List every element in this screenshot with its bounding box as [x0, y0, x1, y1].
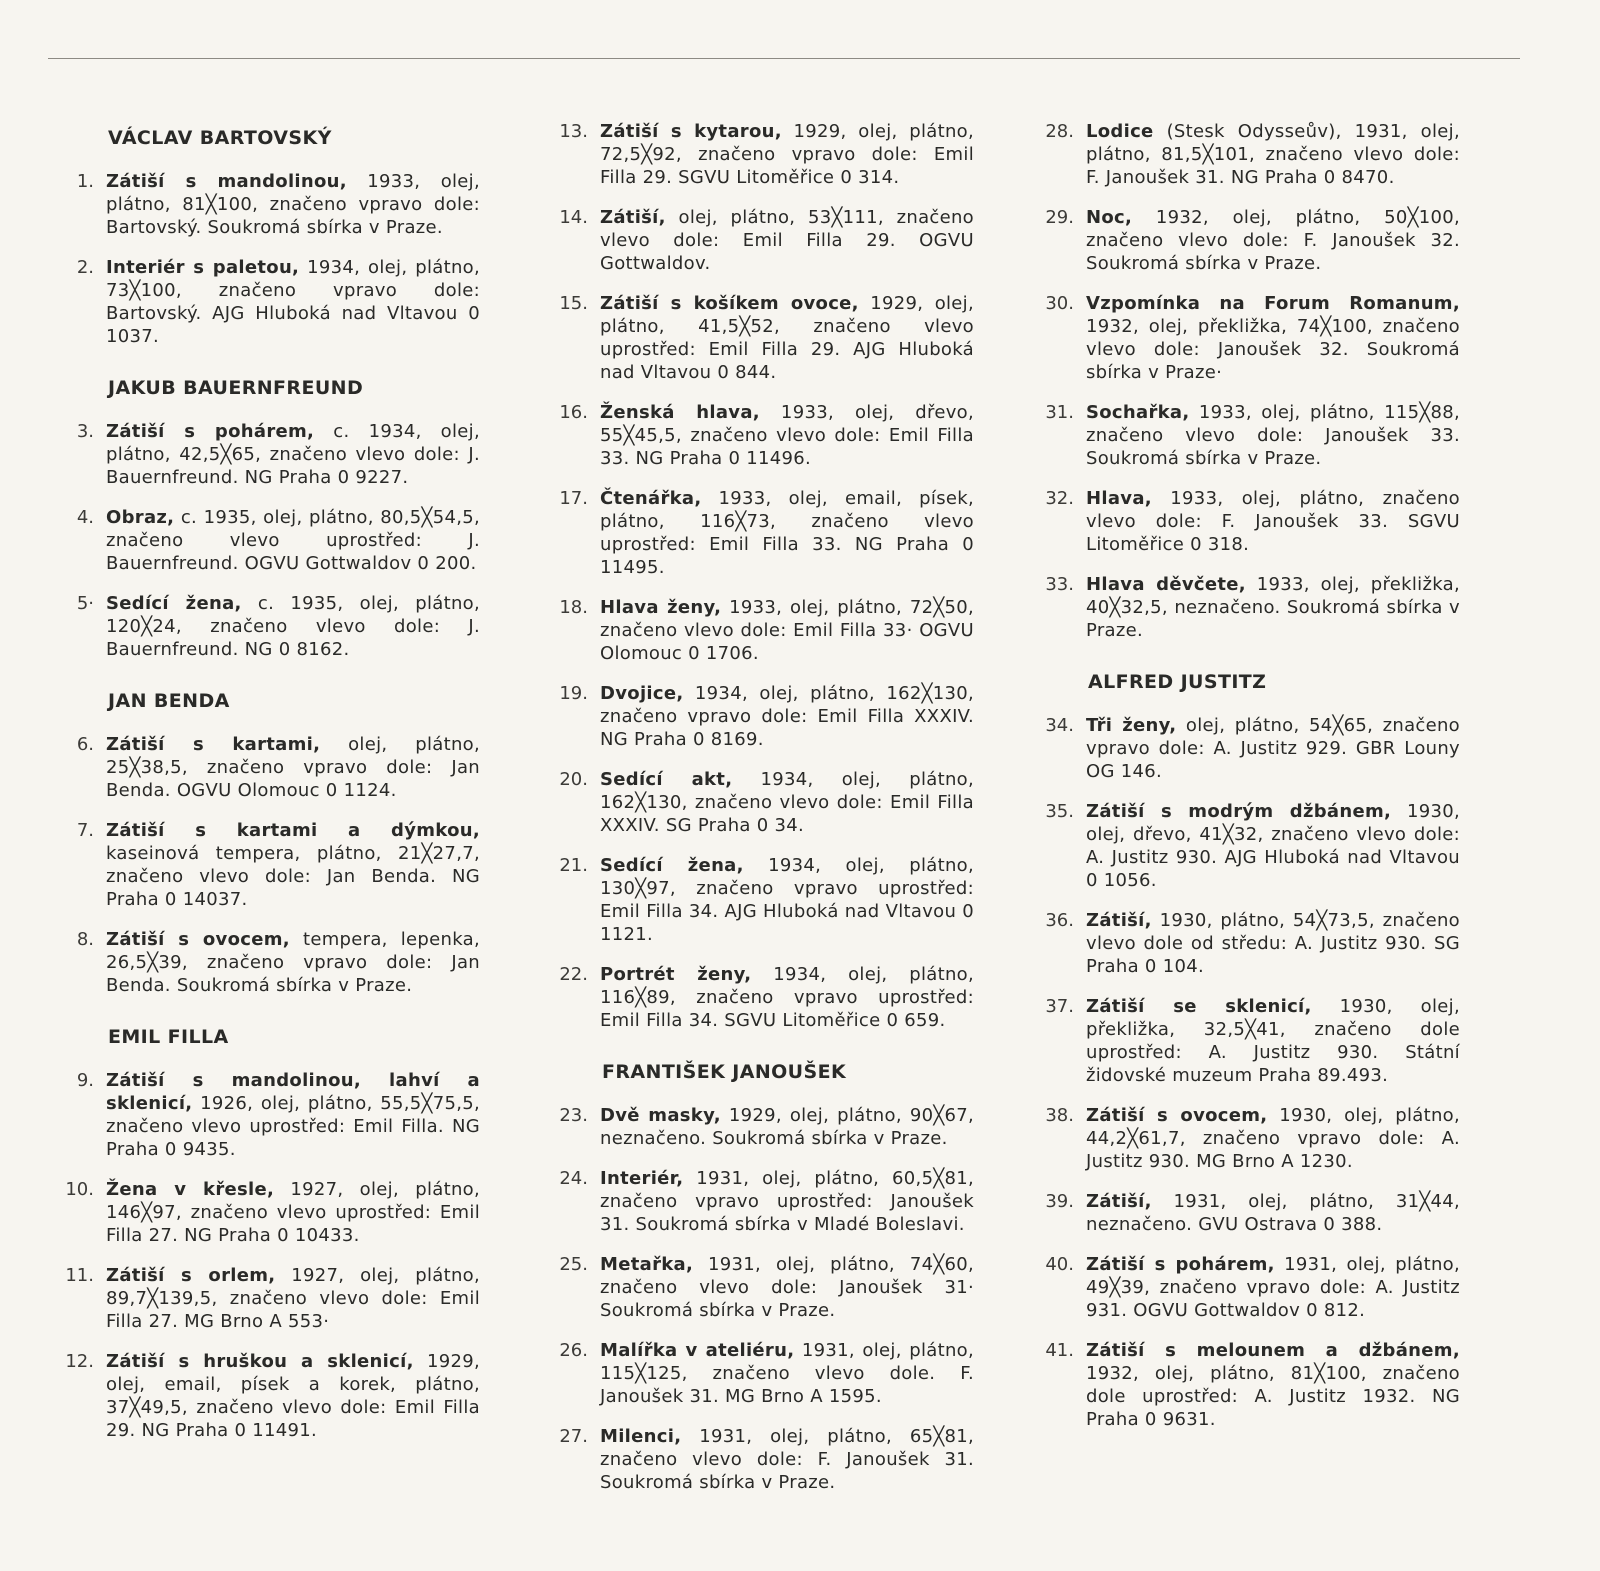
column-2: [554, 120, 974, 1511]
entry-details: olej, plátno, 25╳38,5, značeno vpravo dole: Jan Benda. OGVU Olomouc 0 1124.: [106, 734, 480, 801]
entry-title: Malířka v ateliéru,: [600, 1340, 795, 1361]
entry-number: 40.: [1045, 1254, 1074, 1275]
entry-title: Dvě masky,: [600, 1105, 721, 1126]
entry-details: c. 1935, olej, plátno, 80,5╳54,5, značeno vlevo uprostřed: J. Bauernfreund. OGVU Gottwaldov 0 200.: [106, 507, 480, 574]
catalog-entry: [1040, 487, 1460, 556]
entry-title: Zátiší s kytarou,: [600, 121, 782, 142]
entry-title: Zátiší s hruškou a sklenicí,: [106, 1351, 414, 1372]
entry-title: Zátiší s ovocem,: [1086, 1105, 1268, 1126]
entry-title: Zátiší s ovocem,: [106, 929, 290, 950]
entry-text: [106, 733, 480, 802]
entry-number: 14.: [559, 207, 588, 228]
entry-title: Metařka,: [600, 1254, 694, 1275]
entry-number: 26.: [559, 1340, 588, 1361]
entry-text: [1086, 714, 1460, 783]
entry-details: 1931, olej, plátno, 60,5╳81, značeno vpravo uprostřed: Janoušek 31. Soukromá sbírka v Mladé Boleslavi.: [600, 1168, 974, 1235]
entry-details: 1931, olej, plátno, 31╳44, neznačeno. GVU Ostrava 0 388.: [1086, 1191, 1460, 1235]
heading-bauernfreund: JAKUB BAUERNFREUND: [108, 377, 364, 399]
entry-text: [106, 256, 480, 348]
catalog-entry: [1040, 120, 1460, 189]
entry-number: 19.: [559, 683, 588, 704]
entry-number: 27.: [559, 1426, 588, 1447]
entry-text: [600, 1253, 974, 1322]
entry-number: 8.: [76, 929, 94, 950]
catalog-entry: [1040, 1104, 1460, 1173]
catalog-entry: [1040, 401, 1460, 470]
entry-text: [600, 963, 974, 1032]
top-rule: [48, 58, 1520, 59]
entry-title: Milenci,: [600, 1426, 682, 1447]
entry-number: 37.: [1045, 996, 1074, 1017]
catalog-entry: [554, 1339, 974, 1408]
entry-text: [106, 928, 480, 997]
entry-text: [1086, 1253, 1460, 1322]
entry-text: [600, 596, 974, 665]
entry-title: Lodice: [1086, 121, 1154, 142]
catalog-entry: [554, 292, 974, 384]
entry-text: [1086, 1190, 1460, 1236]
entry-title: Zátiší s mandolinou, lahví a sklenicí,: [106, 1070, 480, 1114]
heading-justitz: ALFRED JUSTITZ: [1088, 671, 1267, 693]
entry-title: Zátiší,: [1086, 910, 1152, 931]
entry-text: [1086, 909, 1460, 978]
entry-number: 31.: [1045, 402, 1074, 423]
entry-details: 1934, olej, plátno, 116╳89, značeno vpravo uprostřed: Emil Filla 34. SGVU Litoměřice 0 659.: [600, 964, 974, 1031]
catalog-entry: [554, 682, 974, 751]
entry-number: 17.: [559, 488, 588, 509]
catalog-entry: [1040, 1253, 1460, 1322]
column-1: [60, 120, 480, 1459]
entry-number: 16.: [559, 402, 588, 423]
entry-number: 24.: [559, 1168, 588, 1189]
catalog-entry: [554, 963, 974, 1032]
entry-number: 21.: [559, 855, 588, 876]
entry-number: 36.: [1045, 910, 1074, 931]
entry-number: 4.: [76, 507, 94, 528]
entry-number: 35.: [1045, 801, 1074, 822]
catalog-entry: [60, 420, 480, 489]
entry-number: 23.: [559, 1105, 588, 1126]
entry-details: c. 1935, olej, plátno, 120╳24, značeno vlevo dole: J. Bauernfreund. NG 0 8162.: [106, 593, 480, 660]
entry-text: [106, 420, 480, 489]
catalog-entry: [60, 928, 480, 997]
entry-text: [600, 1167, 974, 1236]
entry-details: olej, plátno, 54╳65, značeno vpravo dole: A. Justitz 929. GBR Louny OG 146.: [1086, 715, 1460, 782]
catalog-entry: [554, 596, 974, 665]
entry-text: [1086, 120, 1460, 189]
entry-text: [1086, 487, 1460, 556]
catalog-entry: [1040, 1339, 1460, 1431]
catalog-entry: [60, 733, 480, 802]
entry-title: Noc,: [1086, 207, 1133, 228]
entry-title: Zátiší,: [1086, 1191, 1152, 1212]
entry-details: 1933, olej, plátno, 72╳50, značeno vlevo dole: Emil Filla 33· OGVU Olomouc 0 1706.: [600, 597, 974, 664]
catalog-entry: [1040, 206, 1460, 275]
entry-number: 13.: [559, 121, 588, 142]
entry-number: 18.: [559, 597, 588, 618]
entry-text: [106, 170, 480, 239]
entry-title: Hlava ženy,: [600, 597, 722, 618]
entry-details: 1929, olej, plátno, 41,5╳52, značeno vlevo uprostřed: Emil Filla 29. AJG Hluboká nad Vltavou 0 844.: [600, 293, 974, 383]
entry-details: 1932, olej, překližka, 74╳100, značeno vlevo dole: Janoušek 32. Soukromá sbírka v Praze·: [1086, 316, 1460, 383]
entry-text: [600, 682, 974, 751]
entry-details: 1931, olej, plátno, 115╳125, značeno vlevo dole. F. Janoušek 31. MG Brno A 1595.: [600, 1340, 974, 1407]
entry-title: Hlava,: [1086, 488, 1152, 509]
entry-text: [106, 1264, 480, 1333]
entry-number: 5·: [76, 593, 94, 614]
entry-number: 6.: [76, 734, 94, 755]
catalog-entry: [60, 1178, 480, 1247]
entry-text: [1086, 800, 1460, 892]
heading-bartovsky: VÁCLAV BARTOVSKÝ: [108, 127, 332, 149]
entry-details: 1930, olej, dřevo, 41╳32, značeno vlevo dole: A. Justitz 930. AJG Hluboká nad Vltavou 0 1056.: [1086, 801, 1461, 891]
entry-text: [1086, 292, 1460, 384]
catalog-entry: [554, 854, 974, 946]
entry-number: 22.: [559, 964, 588, 985]
entry-title: Sedící akt,: [600, 769, 733, 790]
catalog-entry: [554, 120, 974, 189]
entry-details: 1929, olej, plátno, 90╳67, neznačeno. Soukromá sbírka v Praze.: [600, 1105, 974, 1149]
entry-text: [1086, 1104, 1460, 1173]
entry-details: 1931, olej, plátno, 65╳81, značeno vlevo dole: F. Janoušek 31. Soukromá sbírka v Praze.: [600, 1426, 974, 1493]
entry-number: 11.: [65, 1265, 94, 1286]
entry-number: 33.: [1045, 574, 1074, 595]
entry-details: 1929, olej, plátno, 72,5╳92, značeno vpravo dole: Emil Filla 29. SGVU Litoměřice 0 314.: [600, 121, 974, 188]
catalog-entry: [1040, 800, 1460, 892]
catalog-entry: [554, 1425, 974, 1494]
entry-text: [1086, 1339, 1460, 1431]
entry-title: Sedící žena,: [106, 593, 242, 614]
entry-text: [600, 401, 974, 470]
entry-details: 1929, olej, email, písek a korek, plátno, 37╳49,5, značeno vlevo dole: Emil Filla 29. NG Praha 0 11491.: [106, 1351, 480, 1441]
entry-text: [600, 292, 974, 384]
entry-number: 41.: [1045, 1340, 1074, 1361]
catalog-entry: [554, 206, 974, 275]
entry-number: 20.: [559, 769, 588, 790]
catalog-entry: [60, 1264, 480, 1333]
entry-number: 34.: [1045, 715, 1074, 736]
entry-text: [600, 120, 974, 189]
entry-text: [106, 506, 480, 575]
entry-details: 1933, olej, dřevo, 55╳45,5, značeno vlevo dole: Emil Filla 33. NG Praha 0 11496.: [600, 402, 974, 469]
entry-title: Zátiší s modrým džbánem,: [1086, 801, 1392, 822]
entry-number: 1.: [76, 171, 94, 192]
catalog-entry: [1040, 292, 1460, 384]
catalog-entry: [1040, 714, 1460, 783]
entry-details: 1934, olej, plátno, 73╳100, značeno vpravo dole: Bartovský. AJG Hluboká nad Vltavou 0 1037.: [106, 257, 481, 347]
entry-title: Zátiší s kartami a dýmkou,: [106, 820, 480, 841]
entry-details: 1934, olej, plátno, 162╳130, značeno vlevo dole: Emil Filla XXXIV. SG Praha 0 34.: [600, 769, 974, 836]
catalog-entry: [554, 487, 974, 579]
entry-title: Interiér s paletou,: [106, 257, 300, 278]
heading-benda: JAN BENDA: [108, 690, 230, 712]
entry-text: [106, 1178, 480, 1247]
entry-title: Zátiší,: [600, 207, 666, 228]
entry-title: Sochařka,: [1086, 402, 1190, 423]
entry-text: [600, 854, 974, 946]
entry-title: Hlava děvčete,: [1086, 574, 1246, 595]
column-3: [1040, 120, 1460, 1448]
entry-number: 2.: [76, 257, 94, 278]
entry-details: 1927, olej, plátno, 146╳97, značeno vlevo uprostřed: Emil Filla 27. NG Praha 0 10433.: [106, 1179, 480, 1246]
entry-title: Zátiší s pohárem,: [1086, 1254, 1275, 1275]
entry-title: Čtenářka,: [600, 488, 702, 509]
catalog-entry: [60, 819, 480, 911]
entry-number: 38.: [1045, 1105, 1074, 1126]
entry-number: 15.: [559, 293, 588, 314]
entry-text: [1086, 206, 1460, 275]
entry-number: 32.: [1045, 488, 1074, 509]
entry-title: Žena v křesle,: [106, 1179, 275, 1200]
entry-details: 1930, plátno, 54╳73,5, značeno vlevo dole od středu: A. Justitz 930. SG Praha 0 104.: [1086, 910, 1460, 977]
catalog-entry: [554, 1167, 974, 1236]
entry-text: [600, 768, 974, 837]
entry-details: 1931, olej, plátno, 74╳60, značeno vlevo dole: Janoušek 31· Soukromá sbírka v Praze.: [600, 1254, 974, 1321]
entry-text: [106, 819, 480, 911]
entry-text: [106, 592, 480, 661]
catalog-entry: [554, 1253, 974, 1322]
entry-title: Zátiší s mandolinou,: [106, 171, 347, 192]
heading-filla: EMIL FILLA: [108, 1026, 229, 1048]
catalog-entry: [60, 256, 480, 348]
catalog-entry: [1040, 995, 1460, 1087]
entry-text: [1086, 401, 1460, 470]
entry-details: 1932, olej, plátno, 50╳100, značeno vlevo dole: F. Janoušek 32. Soukromá sbírka v Praze.: [1086, 207, 1460, 274]
entry-number: 3.: [76, 421, 94, 442]
heading-janousek: FRANTIŠEK JANOUŠEK: [602, 1061, 847, 1083]
entry-number: 7.: [76, 820, 94, 841]
entry-details: tempera, lepenka, 26,5╳39, značeno vpravo dole: Jan Benda. Soukromá sbírka v Praze.: [106, 929, 480, 996]
entry-details: olej, plátno, 53╳111, značeno vlevo dole: Emil Filla 29. OGVU Gottwaldov.: [600, 207, 974, 274]
entry-details: 1926, olej, plátno, 55,5╳75,5, značeno vlevo uprostřed: Emil Filla. NG Praha 0 9435.: [106, 1093, 480, 1160]
entry-details: 1934, olej, plátno, 162╳130, značeno vpravo dole: Emil Filla XXXIV. NG Praha 0 8169.: [600, 683, 974, 750]
entry-number: 28.: [1045, 121, 1074, 142]
entry-number: 25.: [559, 1254, 588, 1275]
entry-details: 1930, olej, plátno, 44,2╳61,7, značeno vpravo dole: A. Justitz 930. MG Brno A 1230.: [1086, 1105, 1460, 1172]
entry-text: [600, 1425, 974, 1494]
entry-title: Obraz,: [106, 507, 175, 528]
entry-number: 10.: [65, 1179, 94, 1200]
entry-details: 1931, olej, plátno, 49╳39, značeno vpravo dole: A. Justitz 931. OGVU Gottwaldov 0 812.: [1086, 1254, 1460, 1321]
catalog-entry: [60, 592, 480, 661]
entry-title: Vzpomínka na Forum Romanum,: [1086, 293, 1460, 314]
entry-title: Tři ženy,: [1086, 715, 1177, 736]
entry-details: kaseinová tempera, plátno, 21╳27,7, značeno vlevo dole: Jan Benda. NG Praha 0 14037.: [106, 843, 480, 910]
catalog-entry: [554, 401, 974, 470]
entry-title: Ženská hlava,: [600, 402, 760, 423]
entry-title: Portrét ženy,: [600, 964, 752, 985]
entry-details: 1930, olej, překližka, 32,5╳41, značeno dole uprostřed: A. Justitz 930. Státní židovské muzeum Praha 89.493.: [1086, 996, 1460, 1086]
entry-title: Sedící žena,: [600, 855, 744, 876]
entry-text: [106, 1069, 480, 1161]
entry-text: [106, 1350, 480, 1442]
catalog-entry: [1040, 909, 1460, 978]
entry-details: (Stesk Odysseův), 1931, olej, plátno, 81,5╳101, značeno vlevo dole: F. Janoušek 31. NG Praha 0 8470.: [1086, 121, 1460, 188]
entry-details: 1933, olej, email, písek, plátno, 116╳73, značeno vlevo uprostřed: Emil Filla 33. NG Praha 0 11495.: [600, 488, 974, 578]
entry-title: Zátiší se sklenicí,: [1086, 996, 1312, 1017]
catalog-entry: [1040, 573, 1460, 642]
catalog-entry: [60, 506, 480, 575]
entry-title: Zátiší s orlem,: [106, 1265, 276, 1286]
catalog-entry: [60, 1069, 480, 1161]
entry-text: [600, 206, 974, 275]
entry-details: 1932, olej, plátno, 81╳100, značeno dole uprostřed: A. Justitz 1932. NG Praha 0 9631.: [1086, 1363, 1460, 1430]
entry-text: [1086, 573, 1460, 642]
entry-text: [1086, 995, 1460, 1087]
catalog-entry: [554, 1104, 974, 1150]
entry-number: 9.: [76, 1070, 94, 1091]
entry-details: 1934, olej, plátno, 130╳97, značeno vpravo uprostřed: Emil Filla 34. AJG Hluboká nad Vltavou 0 1121.: [600, 855, 974, 945]
entry-details: 1927, olej, plátno, 89,7╳139,5, značeno vlevo dole: Emil Filla 27. MG Brno A 553·: [106, 1265, 480, 1332]
entry-text: [600, 1104, 974, 1150]
entry-details: 1933, olej, plátno, 115╳88, značeno vlevo dole: Janoušek 33. Soukromá sbírka v Praze.: [1086, 402, 1460, 469]
catalog-entry: [1040, 1190, 1460, 1236]
catalog-entry: [554, 768, 974, 837]
entry-number: 30.: [1045, 293, 1074, 314]
entry-details: 1933, olej, plátno, značeno vlevo dole: F. Janoušek 33. SGVU Litoměřice 0 318.: [1086, 488, 1460, 555]
entry-number: 12.: [65, 1351, 94, 1372]
entry-text: [600, 487, 974, 579]
entry-title: Zátiší s košíkem ovoce,: [600, 293, 859, 314]
entry-title: Zátiší s melounem a džbánem,: [1086, 1340, 1460, 1361]
catalog-entry: [60, 1350, 480, 1442]
entry-details: 1933, olej, plátno, 81╳100, značeno vpravo dole: Bartovský. Soukromá sbírka v Praze.: [106, 171, 481, 238]
catalog-entry: [60, 170, 480, 239]
entry-title: Zátiší s kartami,: [106, 734, 321, 755]
entry-number: 29.: [1045, 207, 1074, 228]
entry-text: [600, 1339, 974, 1408]
entry-title: Dvojice,: [600, 683, 684, 704]
entry-details: 1933, olej, překližka, 40╳32,5, neznačeno. Soukromá sbírka v Praze.: [1086, 574, 1460, 641]
entry-number: 39.: [1045, 1191, 1074, 1212]
entry-title: Zátiší s pohárem,: [106, 421, 315, 442]
entry-title: Interiér,: [600, 1168, 684, 1189]
entry-details: c. 1934, olej, plátno, 42,5╳65, značeno vlevo dole: J. Bauernfreund. NG Praha 0 9227.: [106, 421, 480, 488]
